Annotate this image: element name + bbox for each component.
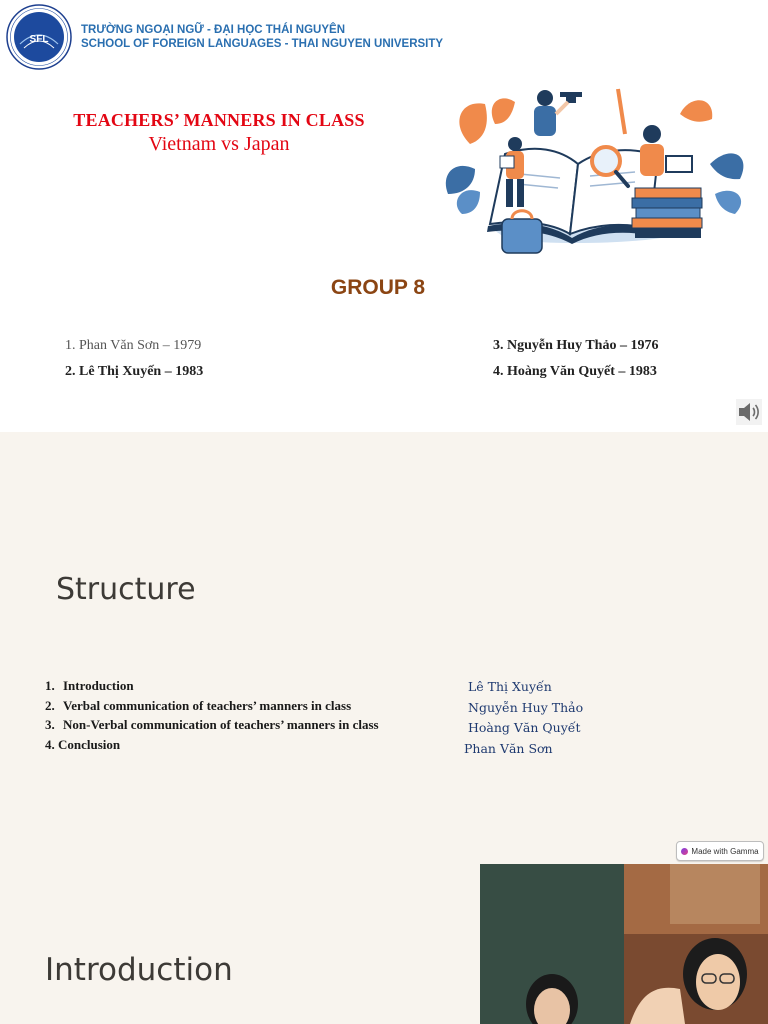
presentation-subtitle: Vietnam vs Japan (148, 133, 290, 155)
university-name-en: SCHOOL OF FOREIGN LANGUAGES - THAI NGUYEN UNIVERSITY (81, 38, 444, 50)
made-with-gamma-badge[interactable] (676, 841, 764, 861)
classroom-photo (480, 864, 768, 1024)
logo-text: SFL (29, 34, 49, 45)
presenter-name: Phan Văn Sơn (464, 740, 553, 756)
group-name: GROUP 8 (330, 276, 426, 299)
speaker-icon[interactable] (736, 399, 762, 425)
member-4: 4. Hoàng Văn Quyết – 1983 (493, 364, 657, 379)
table-of-contents (45, 678, 379, 754)
member-2: 2. Lê Thị Xuyến – 1983 (65, 364, 204, 379)
member-1: 1. Phan Văn Sơn – 1979 (65, 338, 202, 353)
presentation-title: TEACHERS’ MANNERS IN CLASS (73, 110, 365, 130)
presenter-name: Nguyễn Huy Thảo (468, 699, 584, 715)
university-name-vi: TRƯỜNG NGOẠI NGỮ - ĐẠI HỌC THÁI NGUYÊN (81, 24, 346, 36)
introduction-heading: Introduction (45, 952, 233, 988)
presenter-name: Hoàng Văn Quyết (468, 720, 581, 735)
toc-item: 1. Introduction (45, 678, 134, 693)
title-slide (0, 0, 768, 432)
presenter-name: Lê Thị Xuyến (468, 679, 552, 694)
member-3: 3. Nguyễn Huy Thảo – 1976 (493, 338, 659, 353)
toc-item: 3. Non-Verbal communication of teachers’ manners in class (45, 717, 379, 732)
gamma-badge-label: Made with Gamma (691, 846, 759, 856)
university-name (81, 23, 443, 51)
presenter-list (464, 679, 583, 761)
structure-slide (0, 432, 768, 1024)
gamma-logo-icon (681, 848, 688, 855)
education-illustration (440, 84, 756, 260)
toc-item: 4. Conclusion (45, 736, 121, 752)
university-logo (6, 4, 72, 70)
toc-item: 2. Verbal communication of teachers’ manners in class (45, 697, 352, 713)
structure-heading: Structure (56, 572, 196, 607)
